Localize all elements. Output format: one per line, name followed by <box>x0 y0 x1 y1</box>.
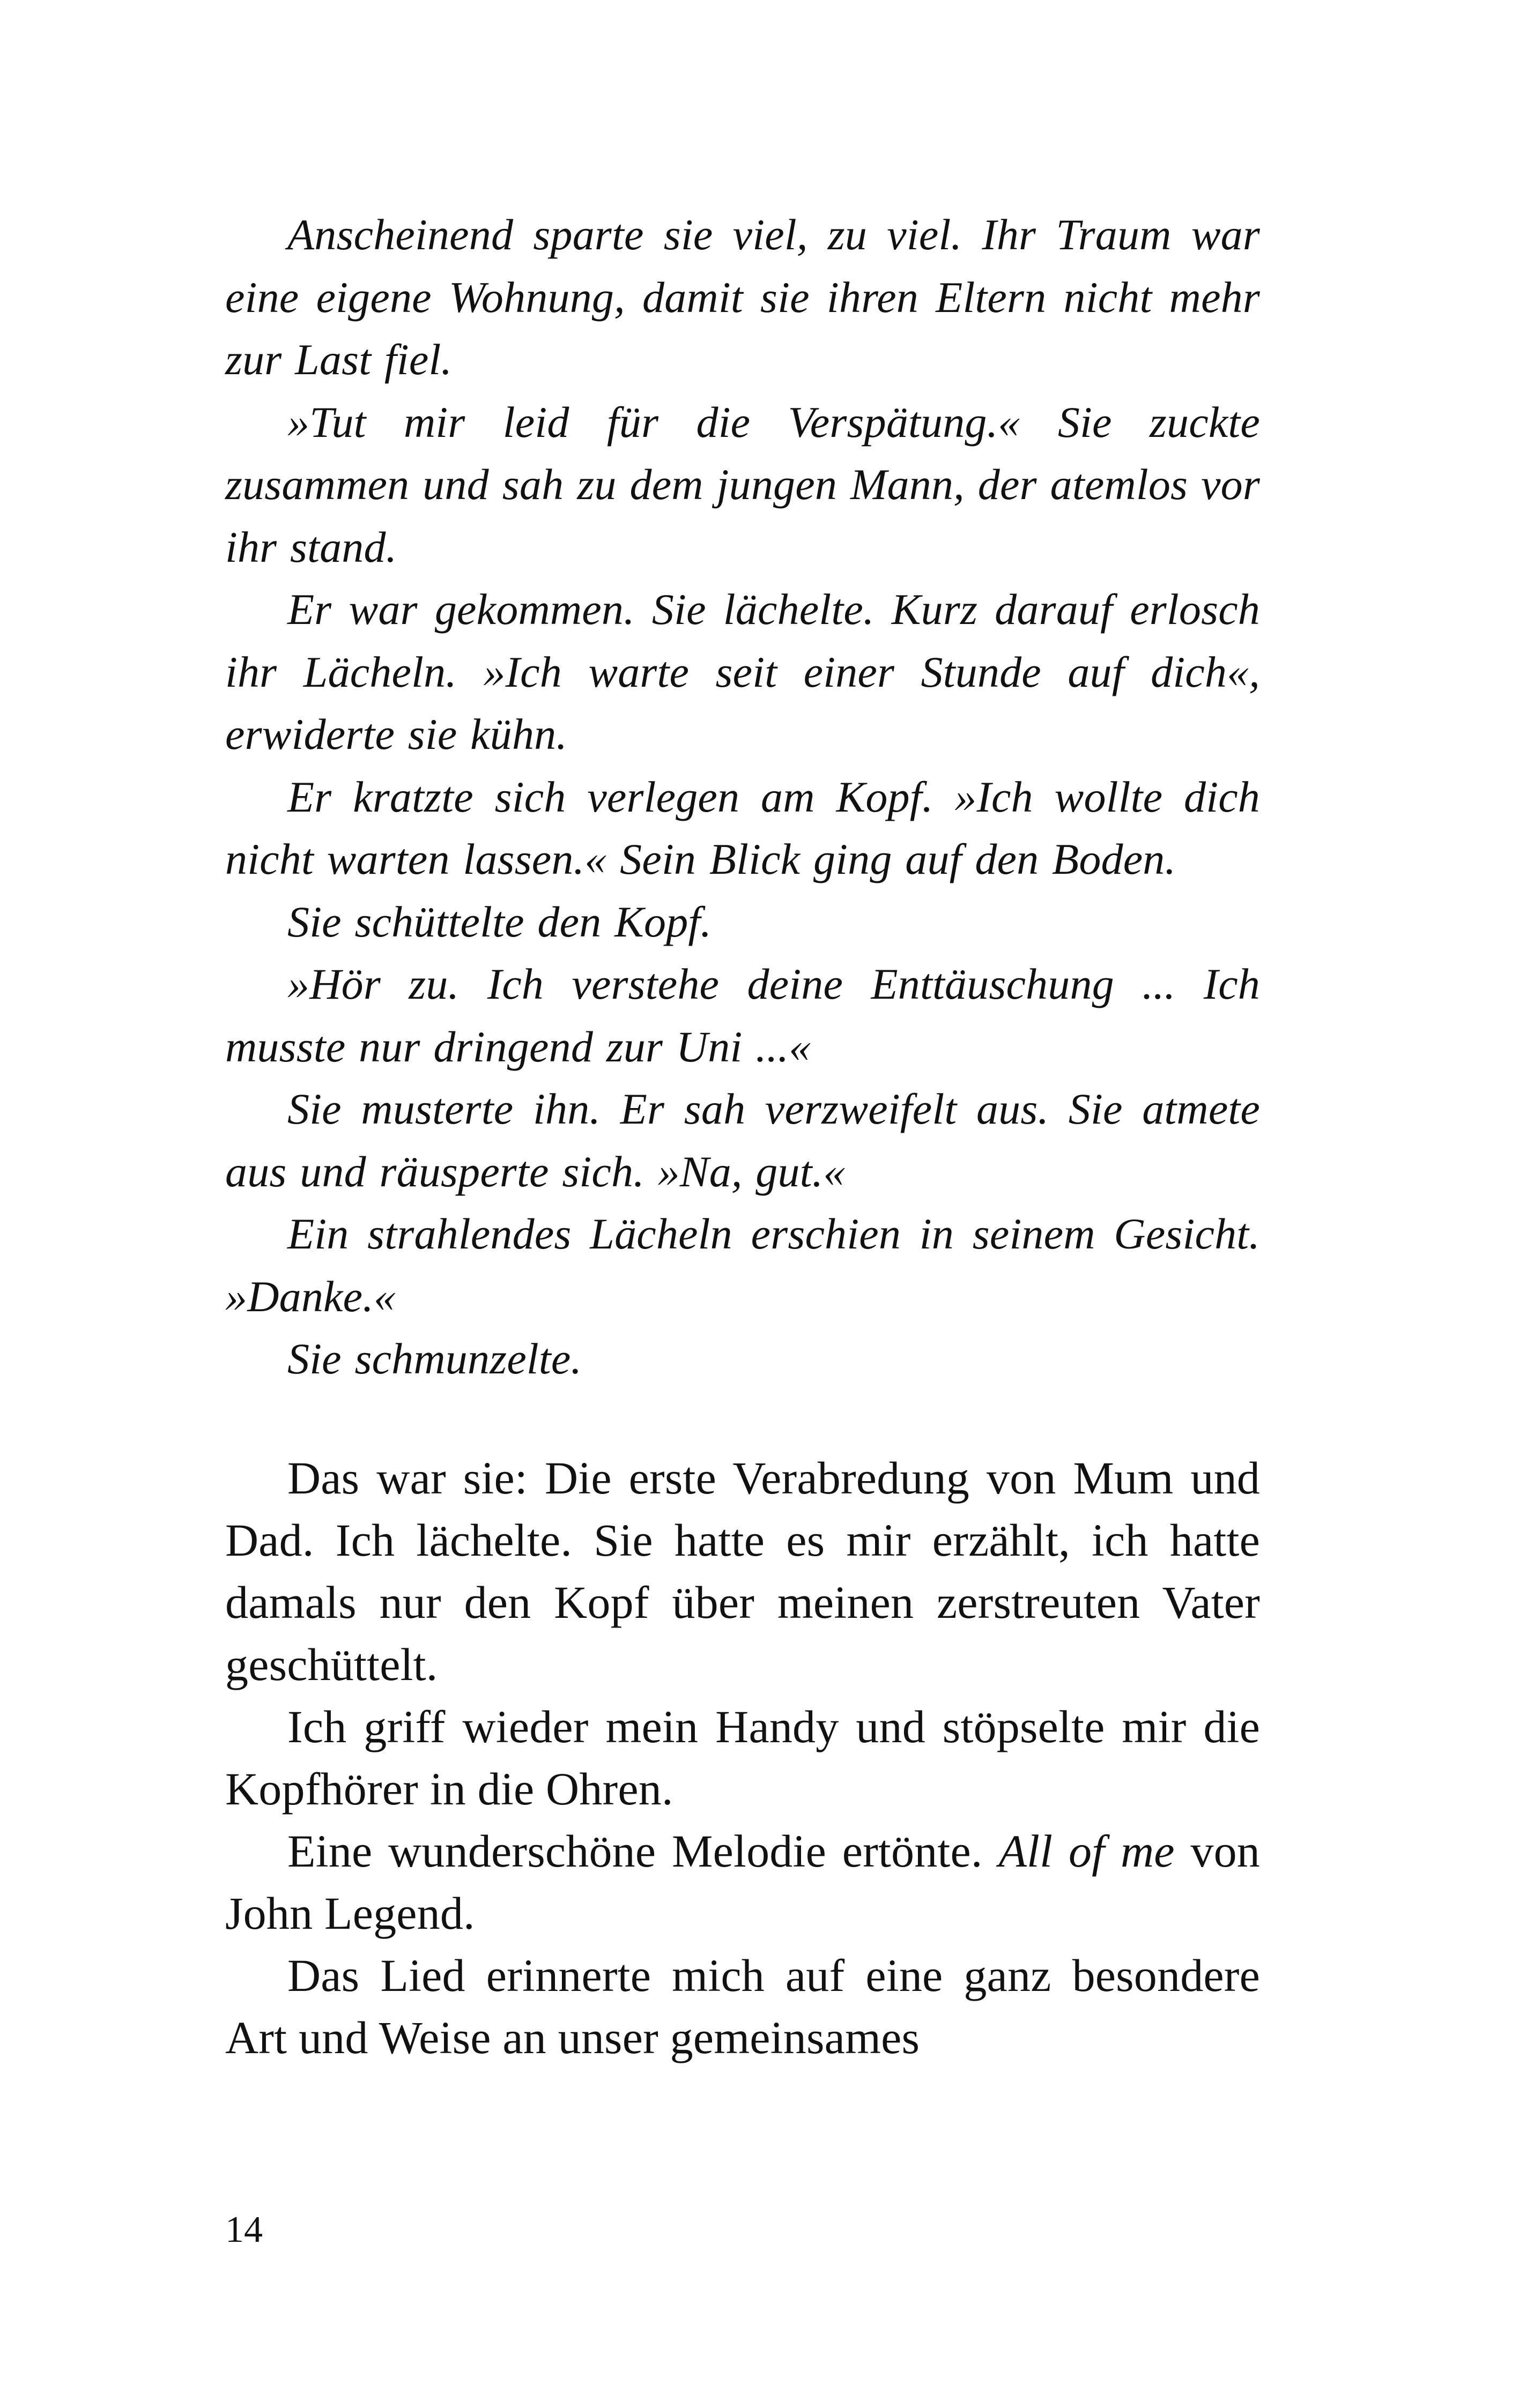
song-title: All of me <box>998 1825 1175 1877</box>
book-page <box>225 204 1260 2187</box>
paragraph: Er war gekommen. Sie lächelte. Kurz darauf erlosch ihr Lächeln. »Ich warte seit einer Stunde auf dich«, erwiderte sie kühn. <box>225 585 1260 759</box>
paragraph: »Hör zu. Ich verstehe deine Enttäuschung ... Ich musste nur dringend zur Uni ...« <box>225 960 1260 1071</box>
page-number: 14 <box>225 2209 263 2250</box>
paragraph: Sie schmunzelte. <box>287 1334 582 1383</box>
paragraph: Das war sie: Die erste Verabredung von Mum und Dad. Ich lächelte. Sie hatte es mir erzählt, ich hatte damals nur den Kopf über meinen zerstreuten Vater geschüttelt. <box>225 1452 1260 1690</box>
paragraph <box>225 1820 1260 1944</box>
main-text-section <box>225 1447 1260 2069</box>
paragraph: Das Lied erinnerte mich auf eine ganz besondere Art und Weise an unser gemeinsames <box>225 1949 1260 2063</box>
paragraph-text: Eine wunderschöne Melodie ertönte. <box>287 1825 999 1877</box>
paragraph: Sie musterte ihn. Er sah verzweifelt aus. Sie atmete aus und räusperte sich. »Na, gut.« <box>225 1084 1260 1196</box>
paragraph: Er kratzte sich verlegen am Kopf. »Ich wollte dich nicht warten lassen.« Sein Blick ging auf den Boden. <box>225 772 1260 883</box>
paragraph: »Tut mir leid für die Verspätung.« Sie zuckte zusammen und sah zu dem jungen Mann, der atemlos vor ihr stand. <box>225 397 1260 571</box>
paragraph: Ich griff wieder mein Handy und stöpselte mir die Kopfhörer in die Ohren. <box>225 1700 1260 1815</box>
paragraph: Anscheinend sparte sie viel, zu viel. Ihr Traum war eine eigene Wohnung, damit sie ihren Eltern nicht mehr zur Last fiel. <box>225 210 1260 384</box>
italic-flashback-section <box>225 204 1260 1391</box>
paragraph: Sie schüttelte den Kopf. <box>287 897 712 946</box>
paragraph: Ein strahlendes Lächeln erschien in seinem Gesicht. »Danke.« <box>225 1209 1260 1321</box>
paragraph-text: von John Legend. <box>225 1825 1261 1939</box>
